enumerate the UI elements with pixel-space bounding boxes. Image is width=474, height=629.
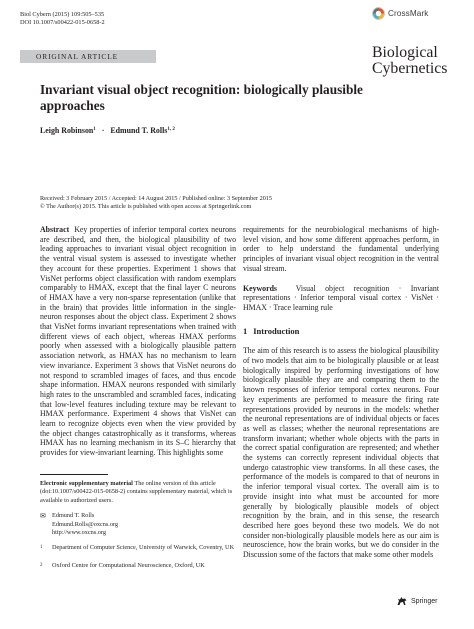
springer-horse-icon: [396, 596, 408, 606]
section-title: Introduction: [253, 325, 300, 336]
publisher-name: Springer: [411, 597, 438, 605]
footnotes: [40, 480, 236, 572]
supplementary-text-post: ) contains supplementary material, which is available to authorized users.: [40, 488, 233, 504]
journal-name-line2: Cybernetics: [372, 59, 448, 77]
journal-name: [372, 45, 447, 76]
journal-name-line1: Biological: [372, 44, 438, 61]
supplementary-doi-link[interactable]: 10.1007/s00422-015-0658-2: [51, 488, 124, 496]
contact-email-link[interactable]: Edmund.Rolls@oxcns.org: [52, 520, 119, 528]
author-separator: ·: [101, 126, 105, 135]
section-number: 1: [243, 325, 248, 336]
author-name[interactable]: Leigh Robinson: [40, 126, 94, 135]
affiliation-2: [40, 562, 236, 572]
crossmark-label: CrossMark: [388, 9, 429, 18]
introduction-text: The aim of this research is to assess the biological plausibility of two models that aim to be biologically plausible or at least biologically inspired by performing investigations of how biologically plausible they are and comparing them to the known responses of inferior temporal cortex neurons. Four key experiments are performed to measure the firing rate representations provided by neurons in the models: whether the neuronal representations are of individual objects or faces as well as classes; whether the neuronal representations are transform invariant; whether whole objects with the parts in the correct spatial configuration are represented; and whether the systems can correctly represent individual objects that undergo catastrophic view transforms. In all these cases, the performance of the models is compared to that of neurons in the inferior temporal visual cortex. The overall aim is to provide insight into what must be accounted for more generally by biologically plausible models of object recognition by the brain, and in this sense, the research described here goes beyond these two models. We do not consider non-biologically plausible models here as our aim is neuroscience, how the brain works, but we do consider in the Discussion some of the factors that make some other models: [243, 346, 439, 560]
affiliation-1: [40, 544, 236, 554]
author-list: [40, 126, 175, 135]
author-name[interactable]: Edmund T. Rolls: [110, 126, 168, 135]
abstract-continuation: requirements for the neurobiological mechanisms of high-level vision, and how some different approaches perform, in order to help understand the fundamental underlying principles of invariant visual object recognition in the ventral visual stream.: [243, 225, 439, 273]
envelope-icon: ✉: [40, 512, 46, 521]
footnote-rule: [40, 474, 108, 475]
citation-doi: DOI 10.1007/s00422-015-0658-2: [20, 19, 105, 27]
affiliation-mark: 1: [40, 545, 43, 551]
corresponding-author: [40, 512, 236, 537]
keywords-text: Visual object recognition · Invariant representations · Inferior temporal visual cortex · VisNet · HMAX · Trace learning rule: [243, 283, 439, 312]
abstract: [40, 225, 236, 458]
affiliation-text: Oxford Centre for Computational Neuroscience, Oxford, UK: [52, 561, 205, 569]
article-type: ORIGINAL ARTICLE: [36, 51, 119, 61]
publisher-logo: [396, 596, 437, 606]
crossmark-badge[interactable]: [372, 7, 428, 20]
citation-journal-volume: Biol Cybern (2015) 109:505–535: [20, 11, 105, 18]
keywords: [243, 284, 439, 313]
article-title: Invariant visual object recognition: biologically plausible approaches: [40, 82, 363, 113]
right-column: [243, 225, 439, 560]
crossmark-icon: [372, 7, 385, 20]
affiliation-text: Department of Computer Science, University of Warwick, Coventry, UK: [52, 544, 235, 552]
contact-name: Edmund T. Rolls: [52, 512, 95, 520]
contact-website-link[interactable]: http://www.oxcns.org: [52, 529, 106, 537]
citation: [20, 11, 105, 28]
author-affiliation-mark: 1, 2: [167, 127, 175, 132]
abstract-text: Key properties of inferior temporal cortex neurons are described, and then, the biological plausibility of two leading approaches to invariant visual object recognition in the ventral visual system is assessed to investigate whether they account for these properties. Experiment 1 shows that VisNet performs object classification with random exemplars comparably to HMAX, except that the final layer C neurons of HMAX have a very non-sparse representation (unlike that in the brain) that provides little information in the single-neuron responses about the object class. Experiment 2 shows that VisNet forms invariant representations when trained with different views of each object, whereas HMAX performs poorly when assessed with a biologically plausible pattern association network, as HMAX has no mechanism to learn view invariance. Experiment 3 shows that VisNet neurons do not respond to scrambled images of faces, and thus encode shape information. HMAX neurons responded with similarly high rates to the unscrambled and scrambled faces, indicating that low-level features including texture may be relevant to HMAX performance. Experiment 4 shows that VisNet can learn to recognize objects even when the view provided by the object changes catastrophically as it transforms, whereas HMAX has no learning mechanism in its S–C hierarchy that provides for view-invariant learning. This highlights some: [40, 225, 236, 458]
supplementary-text-pre: The online version of this article (doi:: [40, 480, 216, 496]
section-heading-introduction: [243, 327, 439, 337]
affiliation-mark: 2: [40, 562, 43, 568]
publication-dates: [40, 195, 272, 211]
supplementary-material-note: [40, 480, 236, 505]
copyright-notice: © The Author(s) 2015. This article is published with open access at Springerlink.com: [40, 203, 252, 211]
abstract-label: Abstract: [40, 225, 70, 234]
supplementary-material-label: Electronic supplementary material: [40, 480, 133, 487]
keywords-label: Keywords: [243, 283, 277, 293]
author-affiliation-mark: 1: [93, 127, 96, 132]
history-dates: Received: 3 February 2015 / Accepted: 14 August 2015 / Published online: 3 September 2015: [40, 195, 272, 202]
